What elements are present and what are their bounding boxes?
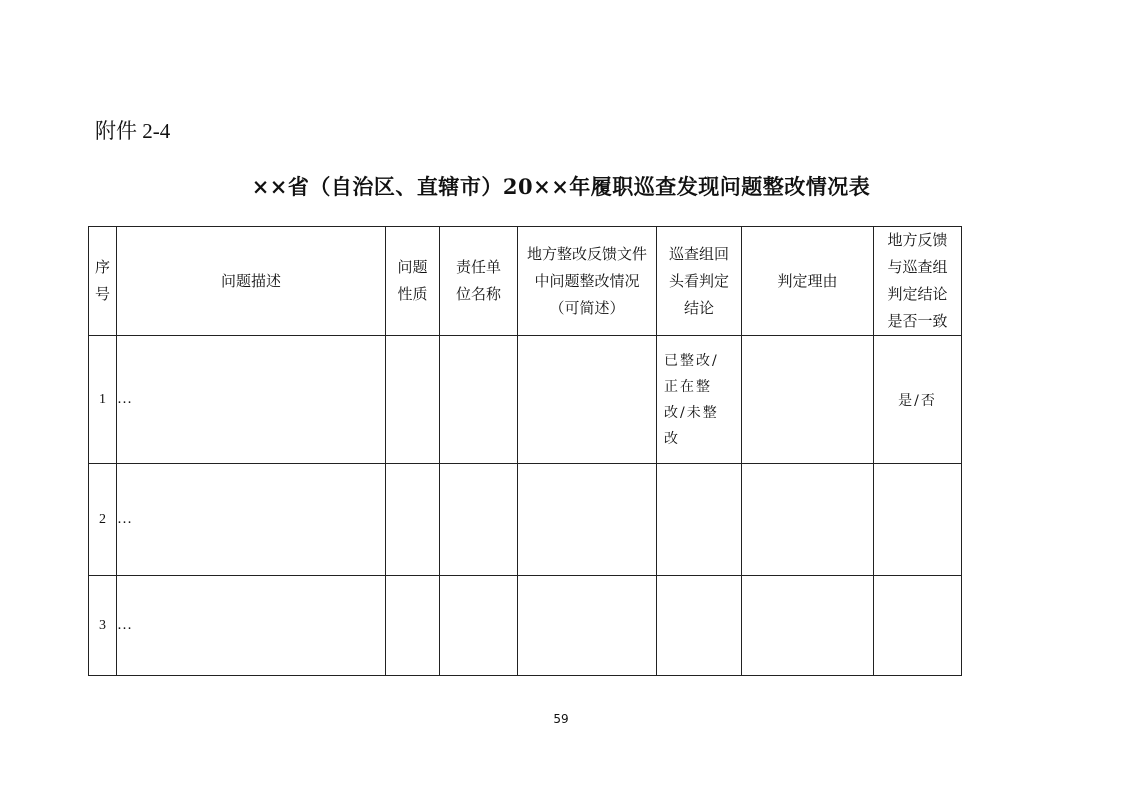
table-row [89,336,962,464]
header-judgment: 巡查组回头看判定结论 [657,227,742,336]
attachment-label: 附件 2-4 [95,119,171,143]
row-judgment: 已整改/正在整改/未整改 [657,336,742,464]
rectification-table [88,226,962,676]
row-nature [386,464,440,576]
row-nature [386,336,440,464]
table-header-row [89,227,962,336]
row-seq: 1 [89,336,117,464]
row-seq: 2 [89,464,117,576]
table-row [89,464,962,576]
row-description: … [117,576,386,676]
document-title: ××省（自治区、直辖市）20××年履职巡查发现问题整改情况表 [251,174,871,199]
header-consistent: 地方反馈与巡查组判定结论是否一致 [874,227,962,336]
row-feedback [518,336,657,464]
row-nature [386,576,440,676]
table-row [89,576,962,676]
row-consistent [874,576,962,676]
row-unit [440,576,518,676]
header-description: 问题描述 [117,227,386,336]
row-seq: 3 [89,576,117,676]
row-unit [440,464,518,576]
header-feedback: 地方整改反馈文件中问题整改情况（可简述） [518,227,657,336]
header-seq: 序号 [89,227,117,336]
row-consistent [874,464,962,576]
row-reason [742,336,874,464]
header-unit: 责任单位名称 [440,227,518,336]
header-reason: 判定理由 [742,227,874,336]
row-feedback [518,464,657,576]
row-reason [742,464,874,576]
row-judgment [657,576,742,676]
row-consistent: 是/否 [874,336,962,464]
page-number: 59 [553,712,569,726]
row-reason [742,576,874,676]
row-judgment [657,464,742,576]
row-feedback [518,576,657,676]
row-unit [440,336,518,464]
row-description: … [117,336,386,464]
header-nature: 问题性质 [386,227,440,336]
row-description: … [117,464,386,576]
